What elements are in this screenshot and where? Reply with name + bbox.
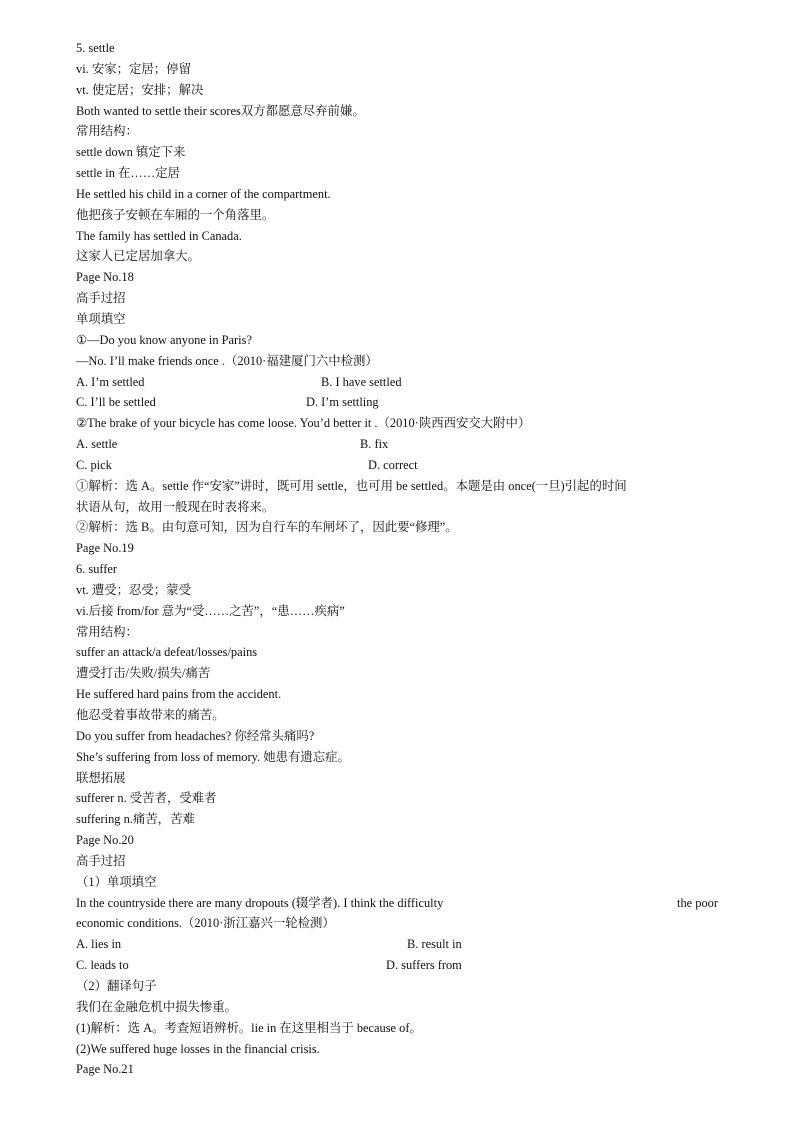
text-line <box>76 267 718 288</box>
text-line <box>76 517 718 538</box>
text-line <box>76 830 718 851</box>
line-text: suffering n.痛苦，苦难 <box>76 812 195 827</box>
text-line <box>76 642 718 663</box>
text-line <box>76 997 718 1018</box>
line-text: 遭受打击/失败/损失/痛苦 <box>76 666 211 681</box>
text-line <box>76 497 718 518</box>
line-text: ①解析：选 A。settle 作“安家”讲时，既可用 settle，也可用 be settled。本题是由 once(一旦)引起的时间 <box>76 478 627 493</box>
text-line <box>76 809 718 830</box>
line-text: Page No.21 <box>76 1062 134 1077</box>
line-text: vi.后接 from/for 意为“受……之苦”，“患……疾病” <box>76 603 345 618</box>
line-text: ②解析：选 B。由句意可知，因为自行车的车闸坏了，因此要“修理”。 <box>76 520 458 535</box>
line-text: Do you suffer from headaches? 你经常头痛吗? <box>76 728 315 743</box>
line-text: 高手过招 <box>76 853 126 868</box>
line-text: The family has settled in Canada. <box>76 228 242 243</box>
text-line <box>76 1018 718 1039</box>
text-line <box>76 101 718 122</box>
line-text: 高手过招 <box>76 291 126 306</box>
line-text: 单项填空 <box>76 311 126 326</box>
text-line <box>76 601 718 622</box>
text-line <box>76 726 718 747</box>
text-line <box>76 476 718 497</box>
line-text: He suffered hard pains from the accident. <box>76 687 282 702</box>
line-text: A. lies in <box>76 937 122 952</box>
text-line <box>76 788 718 809</box>
text-line <box>76 226 718 247</box>
text-line <box>76 455 718 476</box>
text-line <box>76 288 718 309</box>
text-line <box>76 872 718 893</box>
text-line <box>76 80 718 101</box>
line-text: 5. settle <box>76 41 115 55</box>
line-text: (2)We suffered huge losses in the financial crisis. <box>76 1041 320 1056</box>
text-line <box>76 351 718 372</box>
text-line <box>76 893 718 914</box>
line-text: She’s suffering from loss of memory. 她患有遗忘症。 <box>76 749 350 764</box>
text-line <box>76 580 718 601</box>
text-line <box>76 622 718 643</box>
option-text: D. correct <box>368 457 418 472</box>
line-text: Page No.19 <box>76 541 134 556</box>
line-text: A. I’m settled <box>76 374 145 389</box>
line-text: Page No.18 <box>76 270 134 285</box>
text-line <box>76 1059 718 1080</box>
line-text: 我们在金融危机中损失惨重。 <box>76 999 238 1014</box>
text-line <box>76 434 718 455</box>
text-line <box>76 851 718 872</box>
line-text: 他忍受着事故带来的痛苦。 <box>76 708 225 722</box>
line-text: (1)解析：选 A。考查短语辨析。lie in 在这里相当于 because of。 <box>76 1020 422 1035</box>
text-line <box>76 392 718 413</box>
line-text: 6. suffer <box>76 562 118 577</box>
text-line <box>76 309 718 330</box>
text-line <box>76 934 718 955</box>
line-text: He settled his child in a corner of the compartment. <box>76 186 331 201</box>
text-line <box>76 413 718 434</box>
text-line <box>76 559 718 580</box>
line-text: ①—Do you know anyone in Paris? <box>76 332 252 347</box>
text-line <box>76 205 718 226</box>
option-text: B. fix <box>360 437 389 452</box>
line-text: sufferer n. 受苦者，受难者 <box>76 791 217 806</box>
line-text: A. settle <box>76 437 118 452</box>
text-line <box>76 955 718 976</box>
text-line <box>76 142 718 163</box>
text-line <box>76 538 718 559</box>
line-text: C. leads to <box>76 958 129 973</box>
option-text: B. result in <box>407 937 462 952</box>
line-text: vt. 遭受；忍受；蒙受 <box>76 582 191 597</box>
text-line <box>76 121 718 142</box>
line-text: 常用结构： <box>76 124 138 139</box>
line-text: （2）翻译句子 <box>76 978 157 993</box>
line-text: In the countryside there are many dropouts (辍学者). I think the difficulty <box>76 895 444 910</box>
line-text: Page No.20 <box>76 833 134 848</box>
text-line <box>76 768 718 789</box>
text-line <box>76 59 718 80</box>
line-text: 状语从句，故用一般现在时表将来。 <box>76 499 275 514</box>
text-line <box>76 372 718 393</box>
line-text: Both wanted to settle their scores双方都愿意尽弃前嫌。 <box>76 103 365 118</box>
line-text: 这家人已定居加拿大。 <box>76 249 200 264</box>
text-line <box>76 663 718 684</box>
line-text: 常用结构： <box>76 624 138 639</box>
line-text: settle in 在……定居 <box>76 166 180 181</box>
line-text: suffer an attack/a defeat/losses/pains <box>76 645 258 660</box>
text-line <box>76 976 718 997</box>
option-text: D. I’m settling <box>306 395 379 410</box>
line-text: vt. 使定居；安排；解决 <box>76 82 204 97</box>
line-text: settle down 镇定下来 <box>76 145 186 160</box>
option-text: B. I have settled <box>321 374 402 389</box>
line-text: —No. I’ll make friends once .（2010·福建厦门六中检测） <box>76 353 378 368</box>
line-text: 联想拓展 <box>76 770 126 785</box>
document-body <box>76 38 718 1080</box>
text-line <box>76 684 718 705</box>
option-text: D. suffers from <box>386 958 462 973</box>
text-line <box>76 246 718 267</box>
line-text: （1）单项填空 <box>76 874 157 889</box>
text-line <box>76 163 718 184</box>
line-text: vi. 安家；定居；停留 <box>76 61 191 76</box>
line-text: C. pick <box>76 457 112 472</box>
text-line <box>76 184 718 205</box>
text-line <box>76 1039 718 1060</box>
line-text: economic conditions.（2010·浙江嘉兴一轮检测） <box>76 916 335 931</box>
line-text-right: the poor <box>677 895 718 910</box>
text-line <box>76 330 718 351</box>
line-text: 他把孩子安顿在车厢的一个角落里。 <box>76 207 275 222</box>
text-line <box>76 705 718 726</box>
line-text: C. I’ll be settled <box>76 395 156 410</box>
text-line <box>76 747 718 768</box>
text-line <box>76 38 718 59</box>
text-line <box>76 913 718 934</box>
line-text: ②The brake of your bicycle has come loose. You’d better it .（2010·陕西西安交大附中） <box>76 416 531 431</box>
